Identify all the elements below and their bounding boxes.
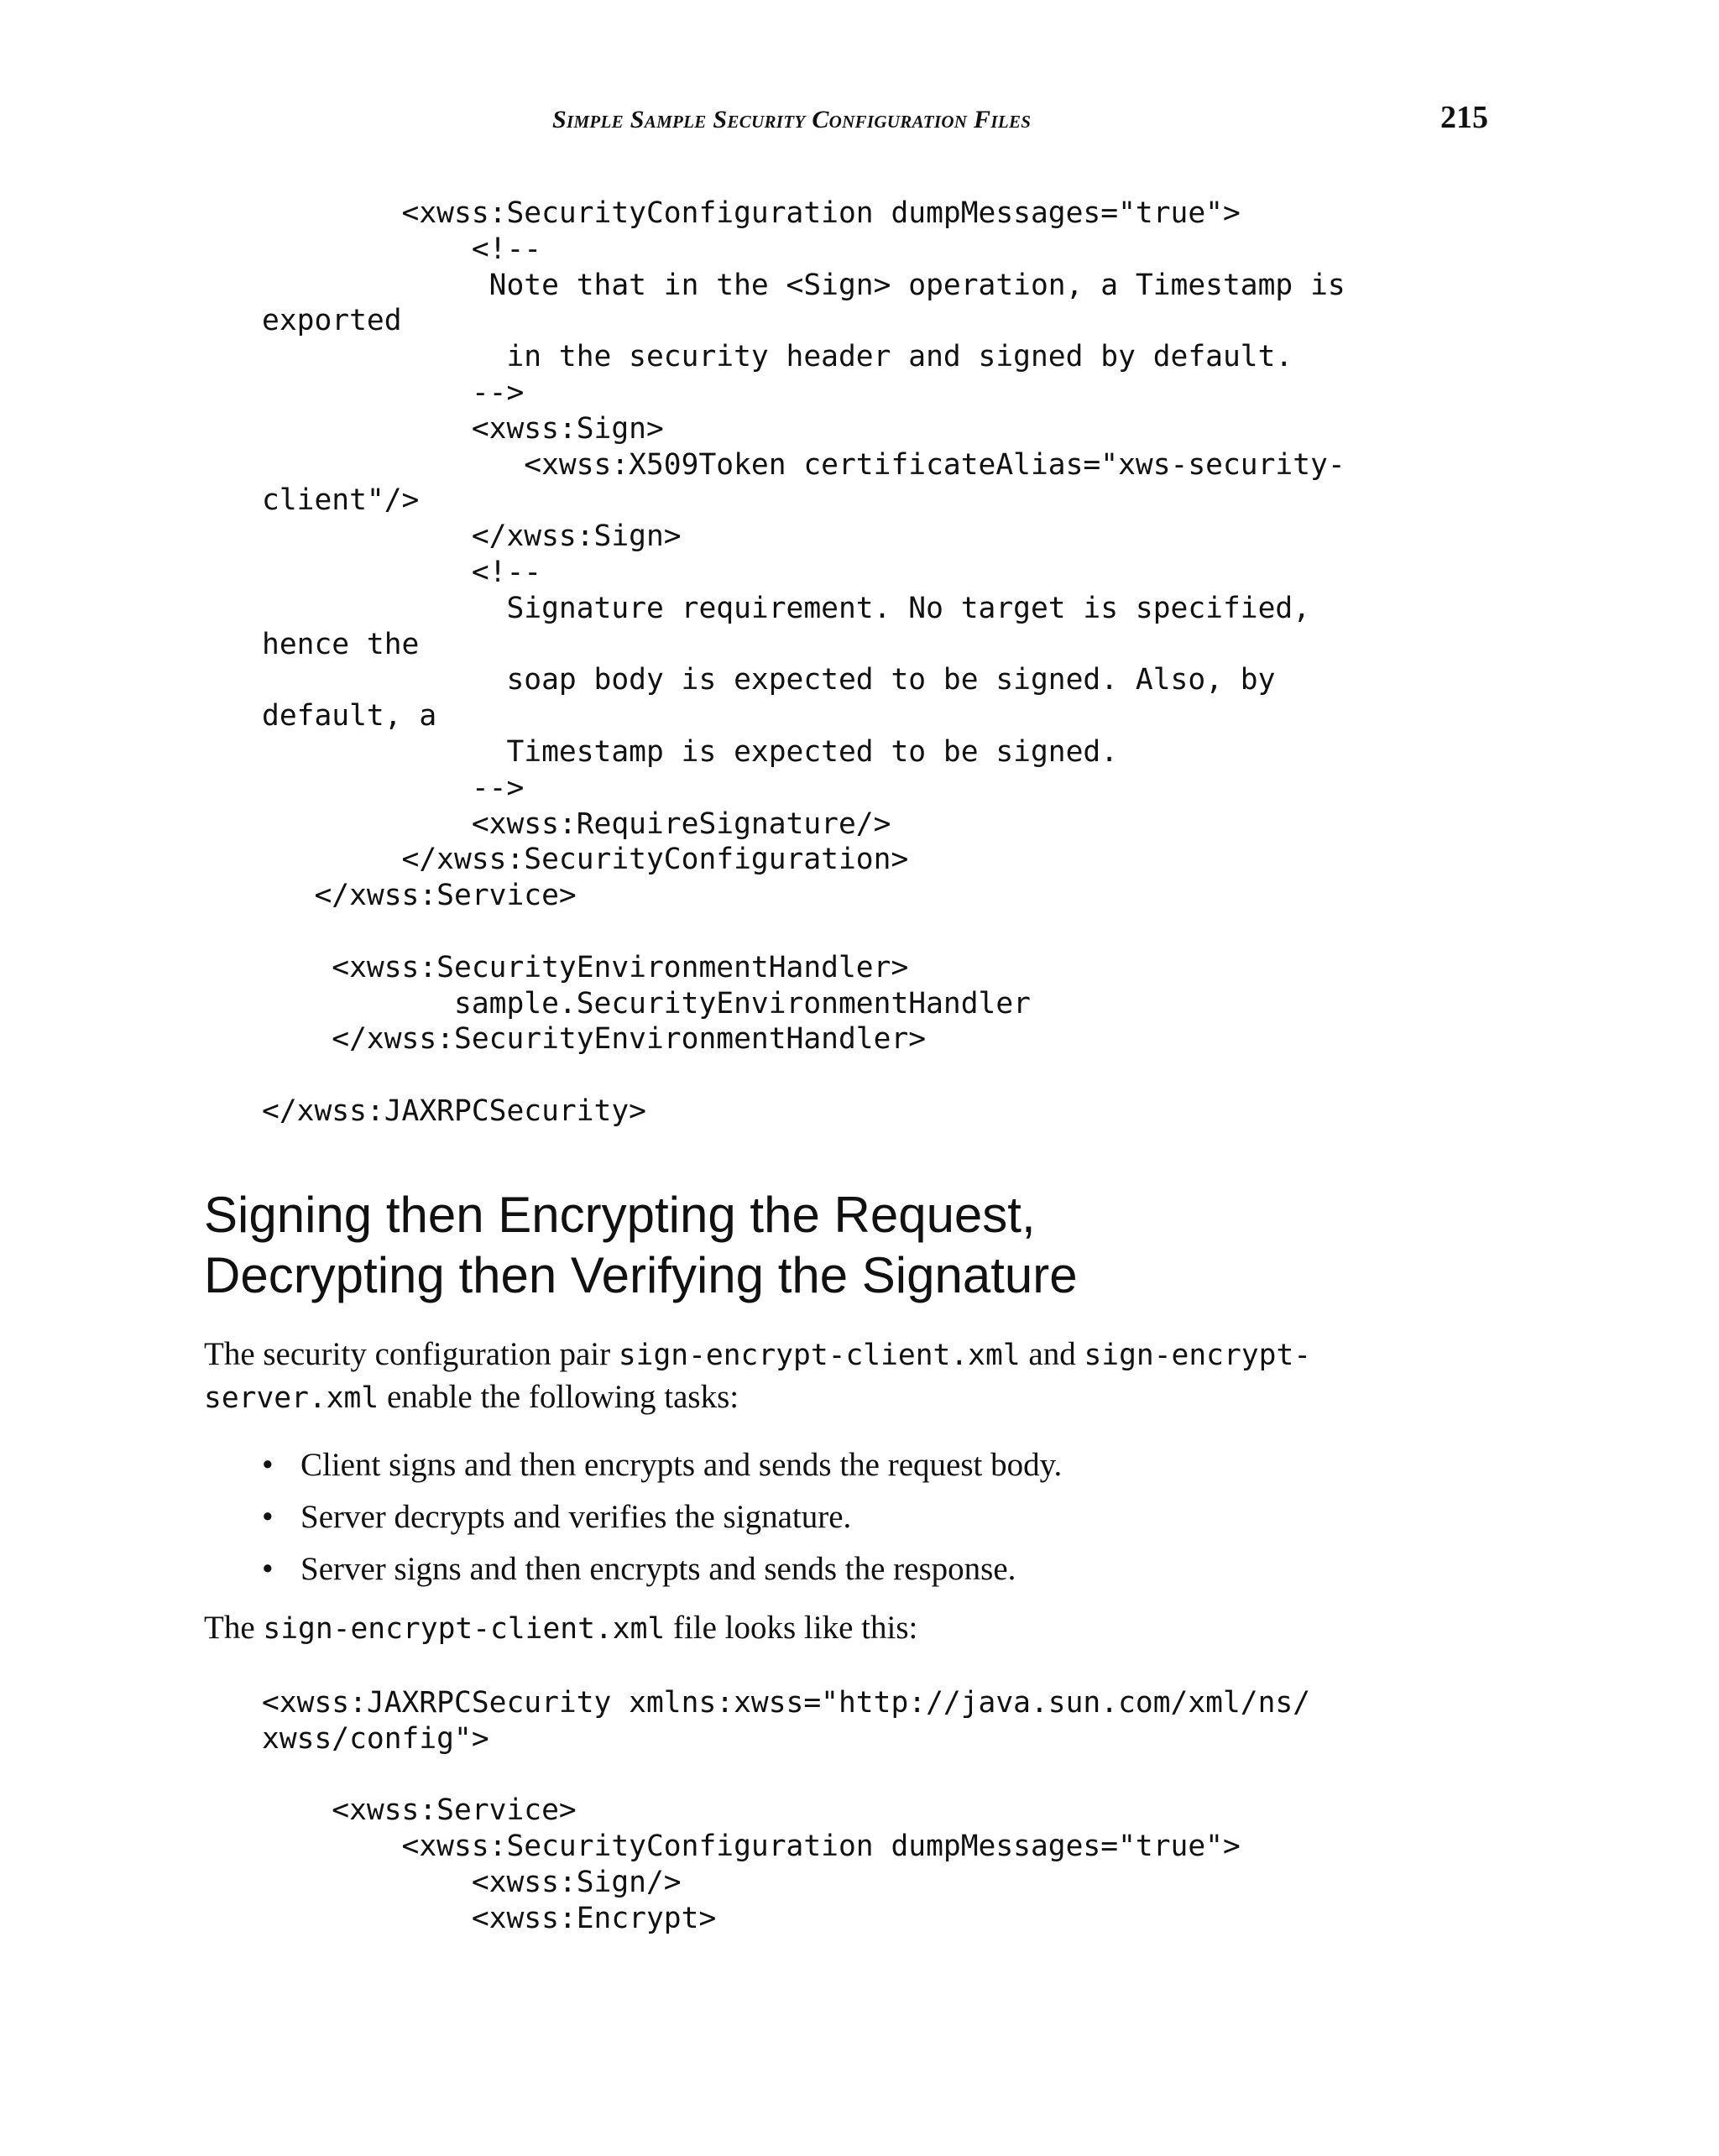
list-item bbox=[262, 1491, 1062, 1543]
lead-text: file looks like this: bbox=[665, 1610, 918, 1646]
list-item-text: Client signs and then encrypts and sends the request body. bbox=[300, 1447, 1063, 1483]
code-listing-client-config: <xwss:JAXRPCSecurity xmlns:xwss="http://java.sun.com/xml/ns/ xwss/config"> <xwss:Service> <xwss:SecurityConfiguration dumpMessages="true"> <xwss:Sign/> <xwss:Encrypt> bbox=[262, 1686, 1311, 1935]
bullet-icon: • bbox=[262, 1447, 274, 1483]
bullet-icon: • bbox=[262, 1499, 274, 1535]
inline-code-filename: sign-encrypt- bbox=[1084, 1339, 1312, 1372]
inline-code-filename: sign-encrypt-client.xml bbox=[618, 1339, 1021, 1372]
task-list bbox=[262, 1439, 1062, 1595]
running-head bbox=[0, 99, 1719, 141]
intro-text: The security configuration pair bbox=[204, 1336, 619, 1372]
list-item-text: Server decrypts and verifies the signature. bbox=[300, 1499, 852, 1535]
inline-code-filename: server.xml bbox=[204, 1381, 379, 1415]
bullet-icon: • bbox=[262, 1551, 274, 1587]
list-item bbox=[262, 1543, 1062, 1595]
section-heading-line-2: Decrypting then Verifying the Signature bbox=[204, 1247, 1078, 1303]
running-title: Simple Sample Security Configuration Files bbox=[552, 106, 1032, 133]
lead-text: The bbox=[204, 1610, 264, 1646]
inline-code-filename: sign-encrypt-client.xml bbox=[263, 1612, 666, 1646]
list-item bbox=[262, 1439, 1062, 1491]
section-heading-line-1: Signing then Encrypting the Request, bbox=[204, 1187, 1036, 1243]
page-number: 215 bbox=[1440, 100, 1488, 135]
list-item-text: Server signs and then encrypts and sends the response. bbox=[300, 1551, 1016, 1587]
intro-text: enable the following tasks: bbox=[379, 1379, 739, 1415]
code-listing-server-config: <xwss:SecurityConfiguration dumpMessages="true"> <!-- Note that in the <Sign> operation, a Timestamp is exported in the security header and signed by default. --> <xwss:Sign> <xwss:X509Token certificateAlias="xws-security- client"/> </xwss:Sign> <!-- Signature requirement. No target is specified, hence the soap body is expected to be signed. Also, by default, a Timestamp is expected to be signed. --> <xwss:RequireSignature/> </xwss:SecurityConfiguration> </xwss:Service> <xwss:SecurityEnvironmentHandler> sample.SecurityEnvironmentHandler </xwss:SecurityEnvironmentHandler> </xwss:JAXRPCSecurity> bbox=[262, 196, 1345, 1128]
listing-lead-paragraph bbox=[204, 1607, 917, 1650]
intro-text: and bbox=[1020, 1336, 1084, 1372]
section-heading bbox=[204, 1185, 1463, 1306]
intro-paragraph bbox=[204, 1334, 1379, 1419]
